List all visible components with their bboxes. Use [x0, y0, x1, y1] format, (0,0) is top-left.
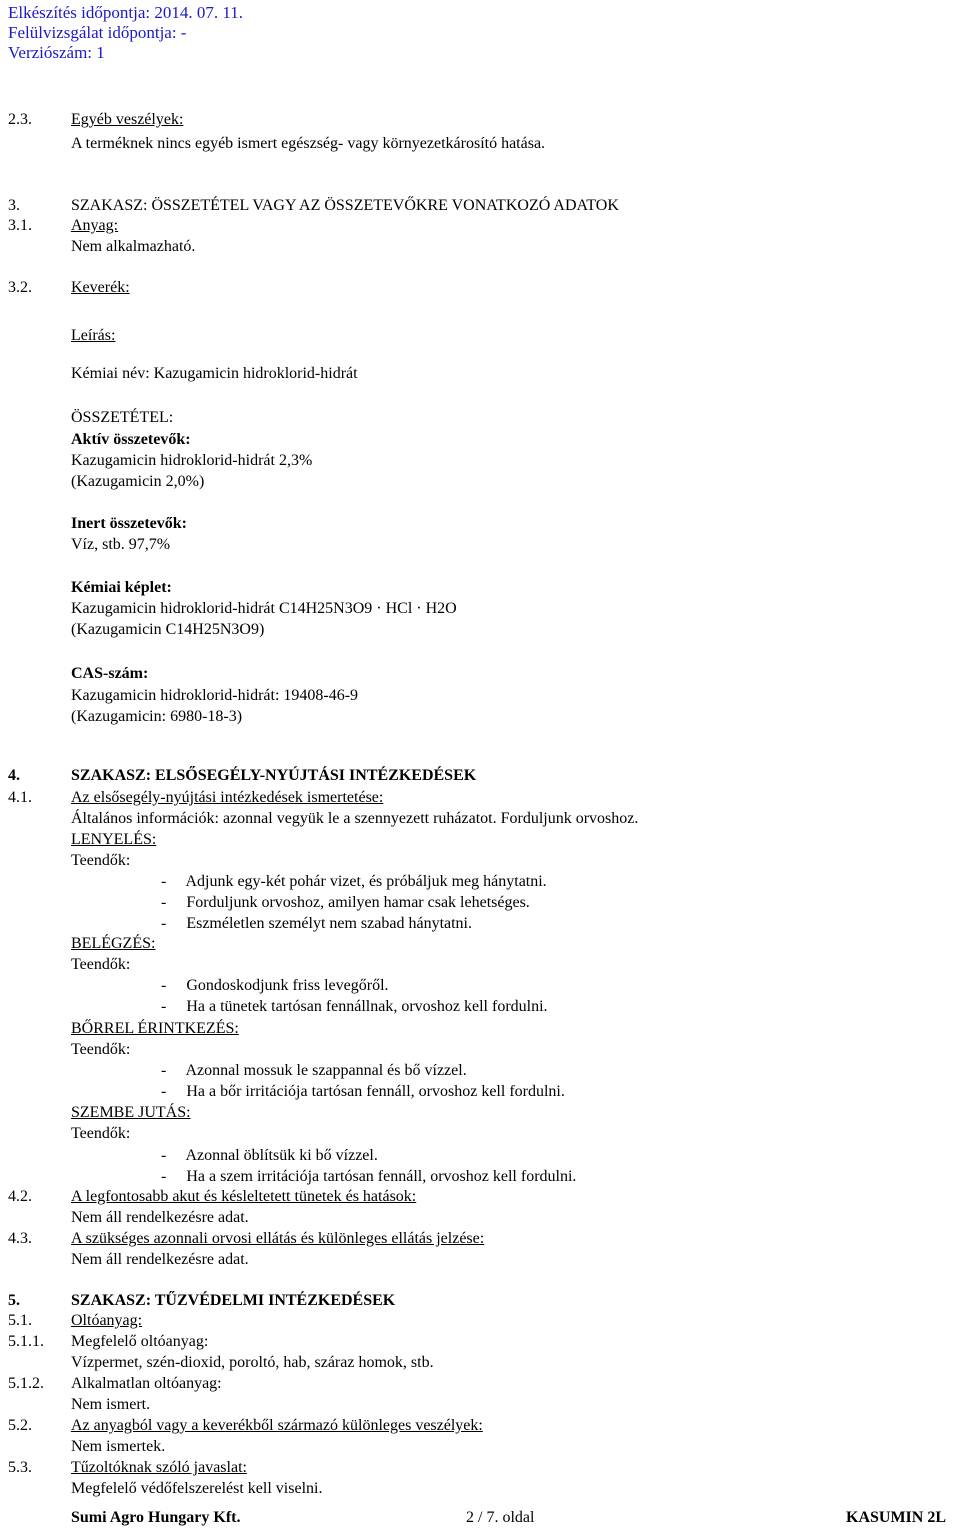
line-text: Vízpermet, szén-dioxid, poroltó, hab, száraz homok, stb. [71, 1354, 434, 1371]
line-text: SZEMBE JUTÁS: [71, 1104, 191, 1121]
line-text: Teendők: [71, 852, 131, 869]
section-number: 5.1. [8, 1312, 32, 1329]
line-text: (Kazugamicin: 6980-18-3) [71, 708, 243, 725]
line-text: - Ha a tünetek tartósan fennállnak, orvoshoz kell fordulni. [161, 998, 548, 1015]
section-heading: Az elsősegély-nyújtási intézkedések ismertetése: [71, 789, 384, 806]
line-text: ÖSSZETÉTEL: [71, 409, 174, 426]
section-number: 4. [8, 767, 20, 784]
section-heading: SZAKASZ: ÖSSZETÉTEL VAGY AZ ÖSSZETEVŐKRE VONATKOZÓ ADATOK [71, 197, 619, 214]
section-number: 3.2. [8, 279, 32, 296]
section-heading: Anyag: [71, 217, 119, 234]
section-number: 2.3. [8, 111, 32, 128]
section-heading: Egyéb veszélyek: [71, 111, 184, 128]
footer-page-number: 2 / 7. oldal [466, 1509, 535, 1526]
section-heading: SZAKASZ: TŰZVÉDELMI INTÉZKEDÉSEK [71, 1292, 396, 1309]
line-text: Nem ismertek. [71, 1438, 166, 1455]
section-number: 3.1. [8, 217, 32, 234]
line-text: Teendők: [71, 1125, 131, 1142]
section-number: 4.1. [8, 789, 32, 806]
line-text: Nem alkalmazható. [71, 238, 196, 255]
line-text: Kazugamicin hidroklorid-hidrát 2,3% [71, 452, 313, 469]
section-number: 3. [8, 197, 20, 214]
version-number: Verziószám: 1 [8, 43, 105, 62]
line-text: - Azonnal mossuk le szappannal és bő vízzel. [161, 1062, 467, 1079]
section-heading: A legfontosabb akut és késleltetett tünetek és hatások: [71, 1188, 417, 1205]
section-number: 5.1.2. [8, 1375, 44, 1392]
line-text: Teendők: [71, 1041, 131, 1058]
line-text: BŐRREL ÉRINTKEZÉS: [71, 1020, 239, 1037]
section-number: 4.3. [8, 1230, 32, 1247]
line-text: - Azonnal öblítsük ki bő vízzel. [161, 1147, 378, 1164]
line-text: Megfelelő védőfelszerelést kell viselni. [71, 1480, 323, 1497]
line-text: - Gondoskodjunk friss levegőről. [161, 977, 389, 994]
section-heading: Tűzoltóknak szóló javaslat: [71, 1459, 247, 1476]
line-text: Kémiai képlet: [71, 579, 172, 596]
section-number: 5. [8, 1292, 20, 1309]
line-text: Nem áll rendelkezésre adat. [71, 1251, 249, 1268]
prepared-date: Elkészítés időpontja: 2014. 07. 11. [8, 3, 243, 22]
line-text: BELÉGZÉS: [71, 935, 156, 952]
line-text: (Kazugamicin C14H25N3O9) [71, 621, 265, 638]
footer-company: Sumi Agro Hungary Kft. [71, 1509, 241, 1526]
line-text: A terméknek nincs egyéb ismert egészség- vagy környezetkárosító hatása. [71, 135, 546, 152]
section-number: 5.2. [8, 1417, 32, 1434]
line-text: Aktív összetevők: [71, 431, 191, 448]
section-heading: A szükséges azonnali orvosi ellátás és különleges ellátás jelzése: [71, 1230, 485, 1247]
line-text: Nem ismert. [71, 1396, 151, 1413]
footer-product: KASUMIN 2L [846, 1509, 947, 1526]
line-text: Kazugamicin hidroklorid-hidrát: 19408-46-9 [71, 687, 359, 704]
section-number: 5.1.1. [8, 1333, 44, 1350]
line-text: Kémiai név: Kazugamicin hidroklorid-hidrát [71, 365, 358, 382]
line-text: Inert összetevők: [71, 515, 187, 532]
revised-date: Felülvizsgálat időpontja: - [8, 23, 187, 42]
line-text: Víz, stb. 97,7% [71, 536, 171, 553]
line-text: Nem áll rendelkezésre adat. [71, 1209, 249, 1226]
section-heading: Az anyagból vagy a keverékből származó különleges veszélyek: [71, 1417, 483, 1434]
section-number: 4.2. [8, 1188, 32, 1205]
line-text: - Adjunk egy-két pohár vizet, és próbáljuk meg hánytatni. [161, 873, 547, 890]
line-text: Kazugamicin hidroklorid-hidrát C14H25N3O9 · HCl · H2O [71, 600, 457, 617]
section-heading: Keverék: [71, 279, 130, 296]
line-text: Általános információk: azonnal vegyük le a szennyezett ruházatot. Forduljunk orvoshoz. [71, 810, 639, 827]
line-text: (Kazugamicin 2,0%) [71, 473, 205, 490]
line-text: - Ha a szem irritációja tartósan fennáll, orvoshoz kell fordulni. [161, 1168, 577, 1185]
section-heading: Alkalmatlan oltóanyag: [71, 1375, 222, 1392]
section-heading: Megfelelő oltóanyag: [71, 1333, 209, 1350]
line-text: LENYELÉS: [71, 831, 157, 848]
line-text: - Forduljunk orvoshoz, amilyen hamar csak lehetséges. [161, 894, 530, 911]
line-text: CAS-szám: [71, 665, 149, 682]
section-number: 5.3. [8, 1459, 32, 1476]
section-heading: SZAKASZ: ELSŐSEGÉLY-NYÚJTÁSI INTÉZKEDÉSEK [71, 767, 477, 784]
line-text: - Ha a bőr irritációja tartósan fennáll, orvoshoz kell fordulni. [161, 1083, 565, 1100]
line-text: - Eszméletlen személyt nem szabad hánytatni. [161, 915, 472, 932]
line-text: Leírás: [71, 327, 116, 344]
line-text: Teendők: [71, 956, 131, 973]
section-heading: Oltóanyag: [71, 1312, 143, 1329]
